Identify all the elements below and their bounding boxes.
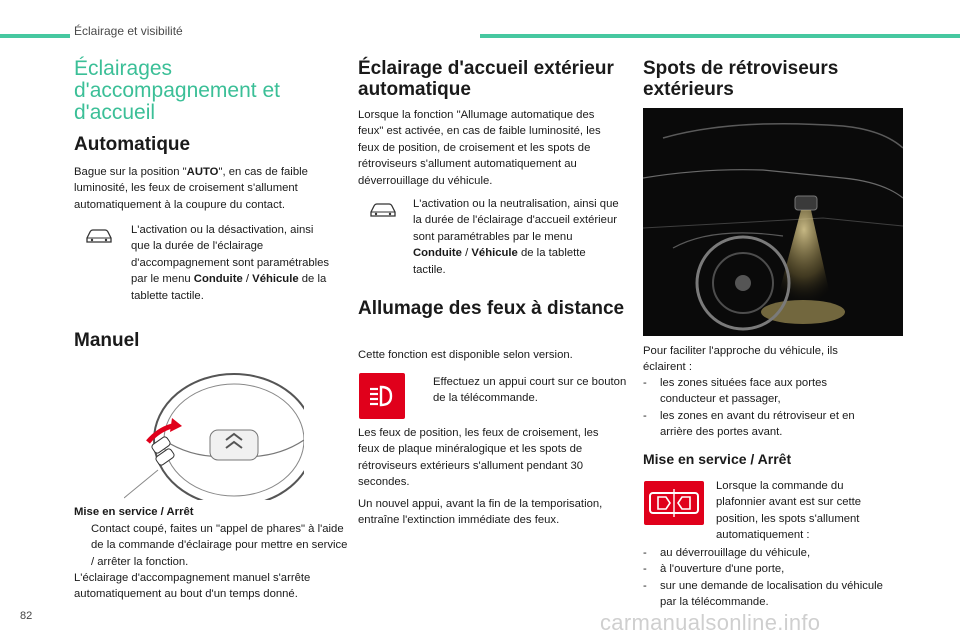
spots-heading: Spots de rétroviseurs extérieurs [643,58,839,100]
car-settings-icon [84,228,114,244]
header-bar-left [0,34,70,38]
courtesy-light-icon [644,481,704,525]
car-settings-icon [368,202,398,218]
page-title: Éclairages d'accompagnement et d'accueil [74,57,280,124]
service-heading: Mise en service / Arrêt [643,451,792,467]
list-item: - au déverrouillage du véhicule, [643,547,811,559]
section-header: Éclairage et visibilité [74,24,183,38]
list-item: - sur une demande de localisation du véhicule par la télécommande. [643,579,883,609]
mirror-spot-photo [643,108,903,336]
page-number: 82 [20,610,33,622]
spots-intro: Pour faciliter l'approche du véhicule, ils éclairent : [643,345,838,374]
list-item: - les zones situées face aux portes conducteur et passager, [643,377,828,406]
welcome-heading: Éclairage d'accueil extérieur automatique [358,58,614,100]
remote-text-1: Les feux de position, les feux de croisement, les feux de plaque minéralogique et les spots de rétroviseurs extérieurs s'allument pendant 30 secondes. [358,427,599,489]
welcome-text: Lorsque la fonction "Allumage automatique des feux" est activée, en cas de faible luminosité, les feux de position, de croisement et les spots de rétroviseurs s'allument automatiquement au déverrouillage du véhicule. [358,109,601,187]
auto-note: L'activation ou la désactivation, ainsi que la durée de l'éclairage d'accompagnement sont paramétrables par le menu Conduite / Véhicule de la tablette tactile. [131,224,330,302]
manual-subheading: Mise en service / Arrêt [74,506,194,518]
manual-heading: Manuel [74,330,140,351]
headlamp-icon [359,373,405,419]
remote-text-2: Un nouvel appui, avant la fin de la temporisation, entraîne l'extinction immédiate des feux. [358,498,603,527]
watermark: carmanualsonline.info [600,610,821,635]
spots-list [643,375,883,441]
service-list [643,545,883,611]
header-bar-right [480,34,960,38]
welcome-note: L'activation ou la neutralisation, ainsi que la durée de l'éclairage d'accueil extérieur sont paramétrables par le menu Conduite / Véhicule de la tablette tactile. [413,198,619,276]
manual-bullet: Contact coupé, faites un "appel de phares" à l'aide de la commande d'éclairage pour mettre en service / arrêter la fonction. [91,523,348,568]
remote-bullet: Effectuez un appui court sur ce bouton de la télécommande. [433,376,627,405]
auto-heading: Automatique [74,134,191,155]
auto-text: Bague sur la position "AUTO", en cas de faible luminosité, les feux de croisement s'allument automatiquement à la coupure du contact. [74,166,308,211]
list-item: - à l'ouverture d'une porte, [643,563,785,576]
remote-heading: Allumage des feux à distance [358,298,625,319]
steering-wheel-illustration [124,360,304,500]
list-item: - les zones en avant du rétroviseur et en arrière des portes avant. [643,409,855,439]
remote-intro: Cette fonction est disponible selon version. [358,349,573,361]
manual-end-text: L'éclairage d'accompagnement manuel s'arrête automatiquement au bout d'un temps donné. [74,572,311,601]
service-text: Lorsque la commande du plafonnier avant est sur cette position, les spots s'allument automatiquement : [716,480,862,542]
